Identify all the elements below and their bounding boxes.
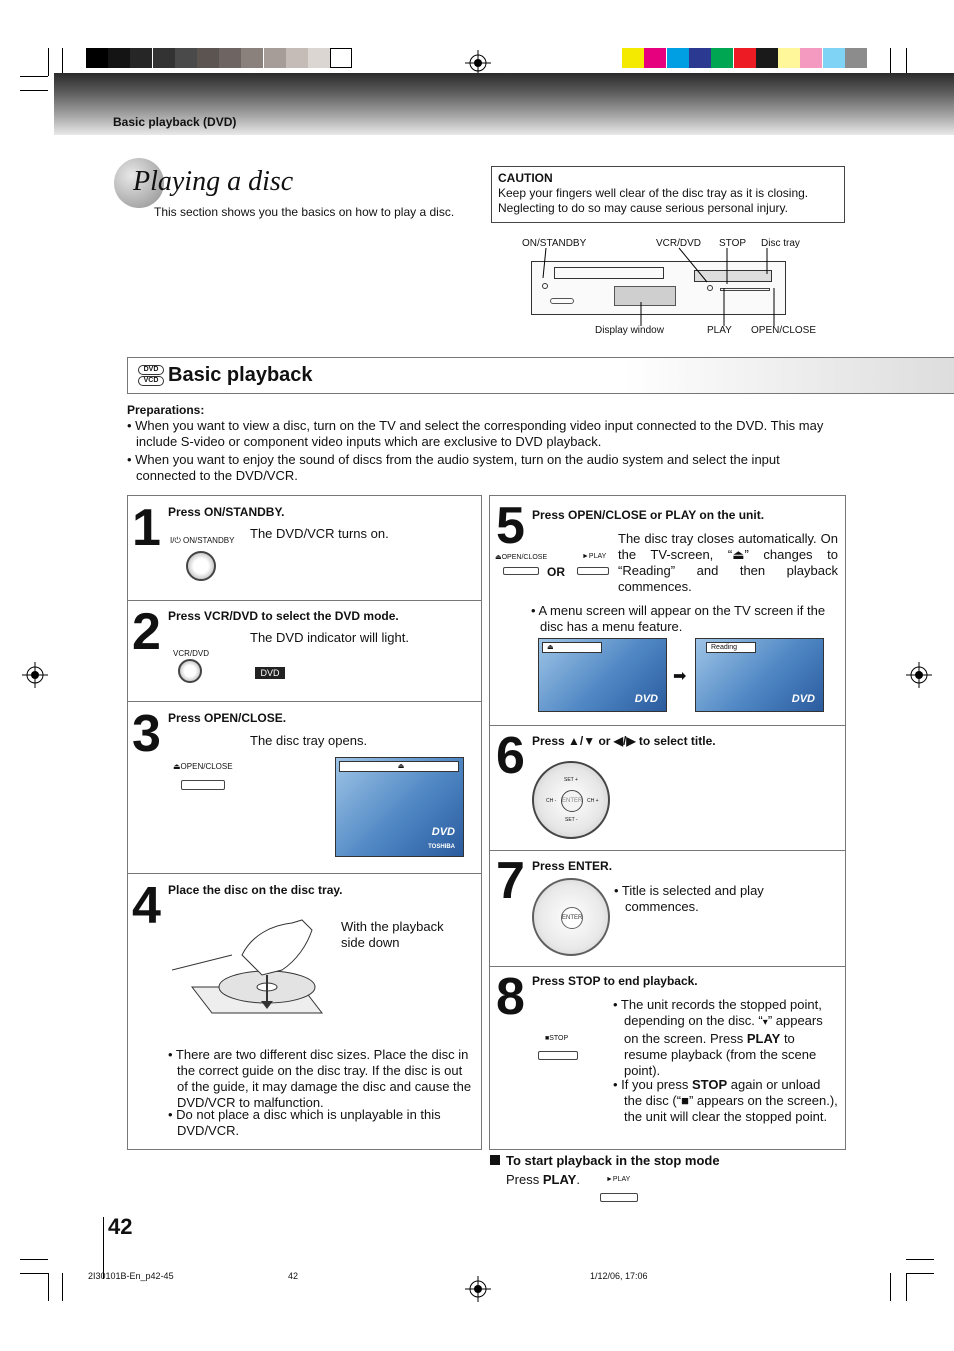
caution-line: Neglecting to do so may cause serious personal injury. [498,201,788,215]
gray-swatch [86,48,108,68]
label-vcr-dvd: VCR/DVD [656,238,702,249]
color-swatch [823,48,845,68]
play-button-icon [577,567,609,575]
step-heading: Press OPEN/CLOSE or PLAY on the unit. [532,508,765,522]
page-number: 42 [108,1214,133,1239]
footer-page: 42 [288,1271,299,1281]
dvd-badge: DVD [138,365,164,375]
color-swatch [756,48,778,68]
stop-mode-heading: To start playback in the stop mode [506,1153,720,1168]
step-heading: Press VCR/DVD to select the DVD mode. [168,609,399,623]
color-swatch [622,48,644,68]
bullet-text: to resume playback (from the scene point). [624,1031,817,1078]
button-label: ►PLAY [582,553,607,560]
screen-brand: TOSHIBA [428,844,455,850]
or-label: OR [547,565,565,579]
enter-button: ENTER [561,907,583,929]
stop-mode-play: PLAY [542,1172,577,1187]
divider [128,701,481,702]
label-display-window: Display window [595,325,664,336]
color-swatch [734,48,756,68]
bullet-text: ” appears on the screen.), the unit will clear the stopped point. [624,1093,838,1124]
color-swatch [689,48,711,68]
screen-dvd-logo: DVD [431,826,455,838]
step-heading: Press ▲/▼ or ◀/▶ to select title. [532,734,716,748]
gray-swatch [286,48,308,68]
crop-mark [48,48,49,76]
intro-text: This section shows you the basics on how to play a disc. [154,205,455,219]
gray-swatch [175,48,197,68]
step-number: 4 [132,877,159,935]
label-stop: STOP [719,238,747,249]
label-play: PLAY [707,325,732,336]
step-description: side down [341,935,400,950]
color-swatch [667,48,689,68]
open-close-button-icon [181,780,225,790]
crop-mark [62,48,63,76]
step-heading: Press OPEN/CLOSE. [168,711,287,725]
tv-screen-before [538,638,667,712]
divider [128,873,481,874]
disc-placement-illustration [172,915,332,1030]
caution-box [491,166,845,223]
on-standby-button-icon [186,551,216,581]
section-label: Basic playback (DVD) [113,115,237,129]
crop-mark [20,90,48,91]
button-label: ►PLAY [606,1176,631,1183]
step-number: 3 [132,705,159,763]
stop-mode-press: Press [506,1172,543,1187]
dvd-indicator: DVD [255,667,285,679]
label-on-standby: ON/STANDBY [522,238,587,249]
caution-line: Keep your fingers well clear of the disc tray as it is closing. [498,186,809,200]
step-heading: Press STOP to end playback. [532,974,698,988]
eject-tag: ⏏ [339,761,459,772]
bullet-text: ” appears on the screen. Press [624,1013,823,1046]
open-close-button-icon [503,567,539,575]
crop-mark [906,1273,907,1301]
footer-date: 1/12/06, 17:06 [590,1271,648,1281]
step-description: The DVD/VCR turns on. [250,526,389,541]
label-open-close: OPEN/CLOSE [751,325,817,336]
gray-swatch [108,48,130,68]
step-bullet: • Title is selected and play commences. [614,883,764,914]
gray-swatch [219,48,241,68]
step-description: With the playback [341,919,444,934]
tv-screen-open [335,757,464,857]
step-bullet: • A menu screen will appear on the TV screen if the disc has a menu feature. [531,603,826,634]
screen-dvd-logo: DVD [791,693,815,705]
divider [490,966,845,967]
step-bullet [613,1077,838,1125]
step-number: 6 [496,727,523,785]
step-bullet: • There are two different disc sizes. Place the disc in the correct guide on the disc tray. If the disc is out of the guide, it may damage the disc and cause the DVD/VCR to malfunction. [168,1047,472,1110]
crop-mark [890,48,891,76]
remote-dpad-icon [532,761,610,839]
crop-mark [20,76,48,77]
step-heading: Place the disc on the disc tray. [168,883,343,897]
gray-swatch [264,48,286,68]
remote-enter-icon [532,878,610,956]
gray-swatch [308,48,330,68]
dpad-label: SET + [564,777,578,783]
stop-button-icon [538,1051,578,1060]
button-label: ■STOP [545,1035,569,1042]
stop-mode-text [506,1172,580,1188]
step-bullet [613,997,838,1079]
step-number: 2 [132,603,159,661]
bullet-text: • The unit records the stopped point, depending on the disc. “ [613,997,822,1028]
crop-mark [906,48,907,76]
color-swatch [800,48,822,68]
vcd-badge: VCD [138,376,164,386]
dpad-label: SET - [565,817,578,823]
crop-mark [20,1273,48,1274]
stop-mode-period: . [576,1172,580,1187]
gray-swatch [330,48,352,68]
play-button-icon [600,1193,638,1202]
preparation-item: • When you want to view a disc, turn on the TV and select the corresponding video input connected to the DVD. This may include S-video or component video inputs which are exclusive to DVD playback. [127,418,824,449]
vcr-dvd-button-icon [178,659,202,683]
preparations-heading: Preparations: [127,403,205,417]
step-heading: Press ON/STANDBY. [168,505,285,519]
reading-tag: Reading [706,642,756,653]
gray-swatch [241,48,263,68]
registration-mark [22,662,48,688]
crop-mark [48,1273,49,1301]
step-description: The disc tray closes automatically. On the TV-screen, “⏏” changes to “Reading” and then playback commences. [618,531,838,594]
color-swatch [845,48,867,68]
gray-swatch [153,48,175,68]
bullet-bold: STOP [691,1077,728,1092]
dpad-label: CH + [587,798,599,804]
stop-square-icon: ■ [681,1093,689,1108]
button-label: I/⏻ ON/STANDBY [170,536,235,545]
bullet-bold: PLAY [746,1031,781,1046]
tv-screen-reading [695,638,824,712]
dpad-label: CH - [546,798,557,804]
crop-mark [906,1273,934,1274]
gray-swatch [130,48,152,68]
page-title: Playing a disc [133,166,294,197]
step-number: 1 [132,499,159,557]
crop-mark [906,1259,934,1260]
step-description: The DVD indicator will light. [250,630,409,645]
basic-playback-heading: Basic playback [168,364,313,386]
step-description: The disc tray opens. [250,733,368,748]
step-heading: Press ENTER. [532,859,613,873]
button-label: VCR/DVD [173,649,210,658]
footer-file: 2I30101B-En_p42-45 [88,1271,174,1281]
resume-icon: ▾ [762,1017,768,1028]
crop-mark [62,1273,63,1301]
crop-mark [20,1259,48,1260]
gray-swatch [197,48,219,68]
registration-mark [906,662,932,688]
enter-button: ENTER [561,790,583,812]
divider [490,850,845,851]
caution-heading: CAUTION [498,171,553,185]
page-number-rule [103,1217,104,1279]
crop-mark [890,1273,891,1301]
label-disc-tray: Disc tray [761,238,800,249]
eject-tag: ⏏ [542,642,602,653]
button-label: ⏏OPEN/CLOSE [495,554,548,561]
divider [490,725,845,726]
preparation-item: • When you want to enjoy the sound of discs from the audio system, turn on the audio system and select the input connected to the DVD/VCR. [127,452,780,483]
step-number: 7 [496,852,523,910]
color-swatch [711,48,733,68]
bullet-text: • If you press [613,1077,692,1092]
button-label: ⏏OPEN/CLOSE [173,762,233,771]
color-swatch [644,48,666,68]
divider [128,600,481,601]
step-number: 8 [496,968,523,1026]
registration-mark [465,1276,491,1302]
callout-lines [531,244,791,334]
screen-dvd-logo: DVD [634,693,658,705]
bullet-text: again or unload the disc (“ [624,1077,821,1108]
step-number: 5 [496,497,523,555]
step-bullet: • Do not place a disc which is unplayable in this DVD/VCR. [168,1107,441,1138]
arrow-right-icon: ➡ [673,668,687,685]
color-swatch [778,48,800,68]
square-bullet-icon [490,1155,500,1165]
